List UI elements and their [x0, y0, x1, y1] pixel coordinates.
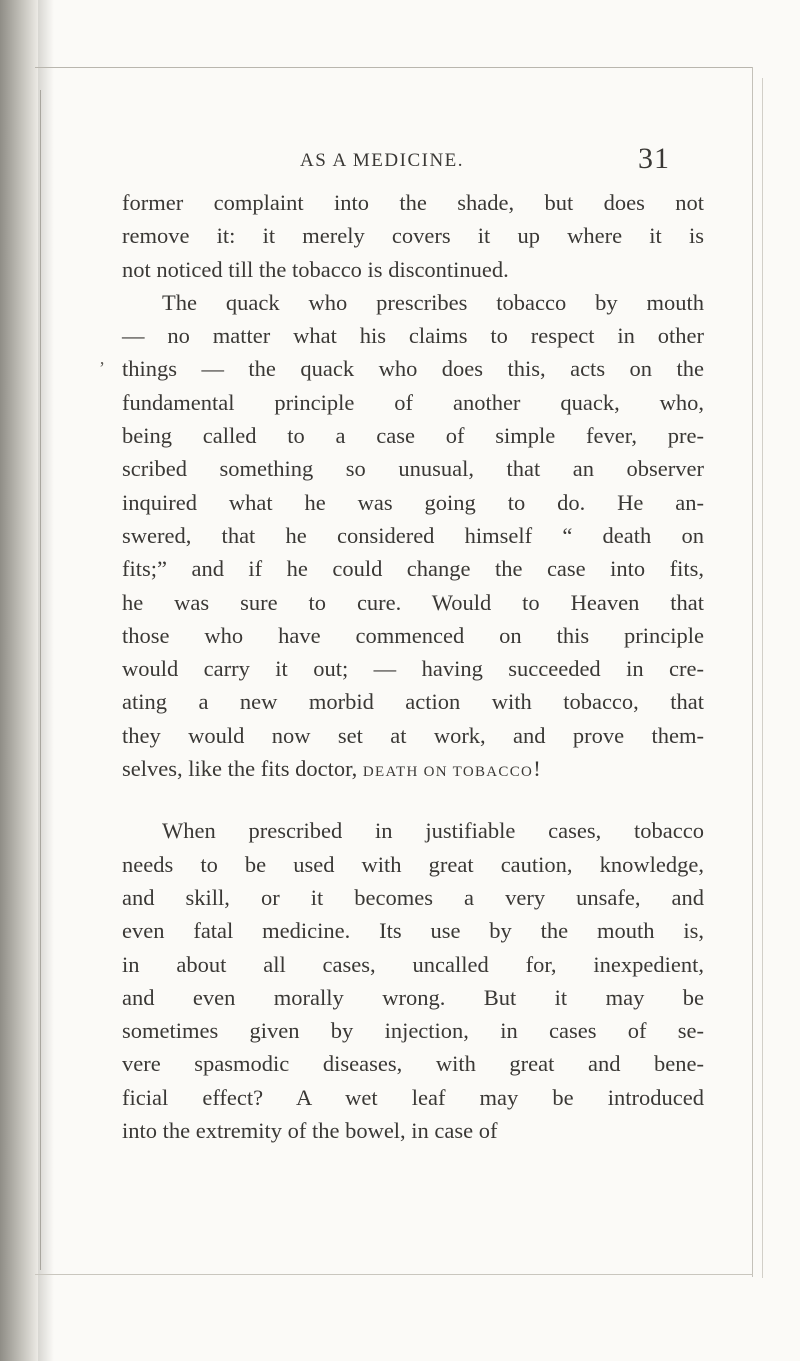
running-head: [260, 142, 670, 182]
text-line: inquired what he was going to do. He an-: [122, 489, 704, 515]
text-line: in about all cases, uncalled for, inexpedient,: [122, 951, 704, 977]
text-line: those who have commenced on this principle: [122, 622, 704, 648]
text-line: — no matter what his claims to respect in other: [122, 323, 704, 349]
text-line: fits;” and if he could change the case into fits,: [122, 556, 704, 582]
margin-mark: ‚: [99, 348, 105, 368]
text-line: even fatal medicine. Its use by the mouth is,: [122, 918, 704, 944]
smallcaps-phrase: DEATH ON TOBACCO: [362, 764, 534, 781]
text-line: they would now set at work, and prove them-: [122, 722, 704, 748]
text-line: remove it: it merely covers it up where it is: [122, 223, 704, 249]
running-title: AS A MEDICINE.: [300, 150, 465, 171]
text-line: scribed something so unusual, that an observer: [122, 456, 704, 482]
text-line: and skill, or it becomes a very unsafe, and: [122, 884, 704, 910]
text-line: former complaint into the shade, but does not: [122, 190, 704, 215]
text-line: fundamental principle of another quack, who,: [122, 389, 704, 415]
text-line: swered, that he considered himself “ death on: [122, 522, 704, 548]
text-line: not noticed till the tobacco is discontinued.: [122, 256, 509, 282]
page-edge-right-inner: [762, 78, 763, 1278]
paragraph-2: [122, 286, 704, 785]
text-line: being called to a case of simple fever, pre-: [122, 423, 704, 449]
text-line-final: [122, 752, 704, 785]
page-edge-left: [40, 90, 41, 1270]
text-line: would carry it out; — having succeeded in cre-: [122, 656, 704, 682]
text-line: things — the quack who does this, acts on the: [122, 356, 704, 382]
text-line: needs to be used with great caution, knowledge,: [122, 851, 704, 877]
text-line: he was sure to cure. Would to Heaven that: [122, 589, 704, 615]
final-line-text: selves, like the fits doctor,: [122, 756, 363, 782]
text-line: When prescribed in justifiable cases, tobacco: [162, 818, 704, 844]
page-number: 31: [638, 142, 670, 175]
text-line: sometimes given by injection, in cases of se-: [122, 1018, 704, 1044]
text-line: and even morally wrong. But it may be: [122, 984, 704, 1010]
body-text: [122, 186, 704, 1147]
page-edge-top: [35, 67, 753, 68]
text-line: into the extremity of the bowel, in case of: [122, 1118, 498, 1144]
page-edge-bottom: [35, 1274, 753, 1275]
text-line: ficial effect? A wet leaf may be introduced: [122, 1084, 704, 1110]
page-edge-right: [752, 67, 753, 1277]
paragraph-gap: [122, 785, 704, 814]
text-line: The quack who prescribes tobacco by mouth: [162, 289, 704, 315]
text-line: ating a new morbid action with tobacco, that: [122, 689, 704, 715]
book-binding-edge: [0, 0, 38, 1361]
paragraph-3: [122, 814, 704, 1147]
paragraph-1: [122, 186, 704, 286]
final-line-punctuation: !: [533, 756, 541, 782]
text-line: vere spasmodic diseases, with great and bene-: [122, 1051, 704, 1077]
